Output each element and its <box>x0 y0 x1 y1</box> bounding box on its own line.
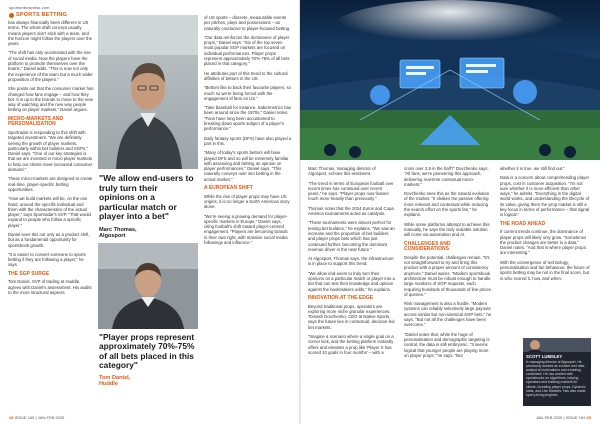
author-bio-box <box>523 338 591 406</box>
paragraph: "Many of today's sports bettors will have played DFS and so will be extremely familiar with assessing and betting an opinion on player performances," Daniel says. "This naturally conveys over into betting in the actual market." <box>204 150 289 182</box>
paragraph: She points out that the consumer market has changed how fans engage – and how they bet. It is up to the brands to move to the new way of watching and the new way people betting on player markets," Daniel argues. <box>8 86 94 113</box>
left-column-3 <box>204 15 292 249</box>
paragraph: "Our data reinforces the dominance of player props," Daniel says. "Six of the top seven most popular SGP markets are focused on individual performances. Player props represent approximately 70%-75% of all bets placed in that category." <box>204 34 290 67</box>
subheading: THE ROAD AHEAD <box>500 220 546 227</box>
paragraph: "The trend in terms of European football over recent times has continued over recent years," he says. "Player props now feature much more heavily than previously." <box>308 180 394 202</box>
author-name: SCOTT LUMSLEY <box>526 354 563 359</box>
right-footer <box>536 415 591 420</box>
paragraph: While some platforms attempt to achieve this manually, he says the truly scalable solution will come via automation and AI. <box>404 221 490 238</box>
right-column-3 <box>500 166 590 285</box>
paragraph: "The shift has only accelerated with the rise of social media. Now the players have the platform to promote themselves over the teams," Daniel adds. "This is now not only the experience of the team but a much wider proposition of the players." <box>8 50 93 82</box>
paragraph: Despite the potential, challenges remain. "It's not straightforward to try and bring this product with a proper amount of consistency anymore," Daniel warns. "Modern sportsbook architecture must be robust enough to handle large numbers of SGP requests, each requiring hundreds of thousands of line prices of queries." <box>404 254 491 297</box>
right-column-2 <box>404 166 492 362</box>
pull-quote-1 <box>99 174 195 239</box>
subheading: A EUROPEAN SHIFT <box>204 185 253 192</box>
paragraph: Marc Thomas, managing director of Algosport, echoes this sentiment. <box>308 166 376 177</box>
page-number: 28 <box>9 415 14 420</box>
paragraph: At Algosport, Thomas says, the infrastructure is in place to support this trend. <box>308 256 394 267</box>
paragraph: Dovzhenko sees this as the natural evolution of the market. "It shakes the passive offering more relevant and contextual while reducing the search effort on the sports fan," he explains. <box>404 191 490 218</box>
subheading: THE SGP SURGE <box>8 270 50 277</box>
paragraph: "Take baseball for instance. Sabermetrics has been around since the 1970s," Daniel notes. "Fans have long been accustomed to breaking down sports subject of a player's performance." <box>204 105 292 132</box>
left-footer <box>9 415 64 420</box>
paragraph: If current trends continue, the dominance of player props will likely only grow. "Sometimes the product changes are better in a data," Daniel notes. "And that is where player props are interesting." <box>500 229 587 256</box>
paragraph: Risk management is also a hurdle. "Modern systems can reliably selectively large payouts across similar but non-identical SGP bets," he says. "But not all the challenges have been overcome." <box>404 301 492 328</box>
paragraph: cross over 2.5 in the half?" Dovzhenko says. "All fans, we're pioneering this approach, delivering real-time contextual micro-markets." <box>404 166 489 187</box>
paragraph: "Bettors like to back their favourite players, so much so we're being forced with the engagement of fans on US." <box>204 85 292 101</box>
pull-quote-text: "We allow end-users to truly turn their opinions on a particular match or player into a bet" <box>99 173 194 222</box>
left-column-1 <box>8 20 94 299</box>
paragraph: "We're seeing a growing demand for player-specific markets in Europe," Daniel says, citing football's shift toward player-centred engagement. "Players are becoming brands in their own right, with massive social media followings and influence." <box>204 213 288 245</box>
paragraph: While the rise of player props may have US origins, it is no longer a North American story alone. <box>204 193 290 210</box>
paragraph: "It is easier to convert someone to sports betting if they are following a player," he says. <box>8 251 86 268</box>
subheading: MICRO-MARKETS AND PERSONALISATION <box>8 115 64 128</box>
subheading: CHALLENGES AND CONSIDERATIONS <box>404 240 451 253</box>
paragraph: "These tournaments were almost perfect for testing bet builders," he explains. "We saw an increase and the proportion of bet builders and player props bets which has just continued further, becoming the dominant revenue driver in the near future." <box>308 220 395 252</box>
paragraph: Daniel sees this not only as a product shift, but as a fundamental opportunity for sportsbook growth. <box>8 231 90 248</box>
section-dot-icon <box>9 13 14 18</box>
subheading: INNOVATION AT THE EDGE <box>308 294 374 301</box>
pull-quote-name: Marc Thomas, <box>99 226 137 233</box>
paragraph: Sportradar is responding to this shift with targeted investment. "We are definitely seeing the growth of player markets, particularly within bet builders and SGPs," Daniel says. "One of our key strategies is that we are invested in micro player markets to help our clients meet increased consumer demand." <box>8 129 93 173</box>
stadium-photo <box>300 0 600 160</box>
pull-quote-2 <box>99 333 195 387</box>
right-column-1 <box>308 166 396 359</box>
page-number: 29 <box>586 415 591 420</box>
author-photo <box>523 338 591 352</box>
issue-label: ISSUE 169 | JAN-FEB 2025 <box>14 415 65 420</box>
author-bio-text: Is managing director of Algosport. He previously worked as a trader and data analyst at bookmakers and a trading consultant. He has worked with sportsbooks on algorithms, helping operators and building markets for clients, including player props, Dynamic odds, and Live Markets. Has also made sport pricing engines. <box>526 360 586 397</box>
pull-quote-name: Tom Daniel, <box>99 374 131 381</box>
photo-tom-daniel <box>98 243 198 329</box>
paragraph: "Imagine a scenario where a single goal on a corner kick, and the betting platform instantly offers and elevates a prop like 'Player X has scored 10 goals in four months' – with a <box>308 334 394 355</box>
paragraph: Beyond traditional props, operators are exploring more niche granular experiences. Tomash Dovzhenko, CEO at Native Sports, says the future lies in contextual, decision-led bet markets. <box>308 303 395 330</box>
paragraph: He attributes part of this trend to the cultural affinities of bettors in the US. <box>204 70 288 81</box>
paragraph: "How we build markets will be, on the one hand, around the specific individual and them with the characteristics of the actual player," says Sportradar's SVP. "That would expand to people who follow a specific player." <box>8 196 91 228</box>
paragraph: "We allow end-users to truly turn their opinions on a particular match or player into a bet that can test their knowledge and opinion against the bookmakers odds," he explains. <box>308 270 395 292</box>
paragraph: Data is a concern about comprehending player props, cost in customer acquisition. "I'm not sure whether it is more efficient than other ways," he admits. "Everything in the digital world works, and understanding the lifecycle of its value, giving them the prop market is still a key focus in terms of performance – that signal is logical." <box>500 175 590 218</box>
paragraph: Thomas notes that the 2024 Euros and Copa América tournaments acted as catalysts. <box>308 205 394 217</box>
paragraph: Tom Daniel, SVP of trading at Huddle, agrees with Daniel's assessment. His audits to the more structural aspects <box>8 279 92 295</box>
pull-quote-org: Huddle <box>99 380 118 387</box>
photo-marc-thomas <box>98 15 198 169</box>
section-header <box>9 12 67 18</box>
issue-label: JAN-FEB 2025 | ISSUE 169 <box>535 415 586 420</box>
paragraph: of US sports – discrete, measurable events per pitches, plays and possessions – as naturally conducive to player-focused betting. <box>204 15 291 31</box>
paragraph: Daily fantasy sports (DFS) have also played a part in this. <box>204 135 292 146</box>
paragraph: These micro-markets are designed to create real-time, player-specific betting opportunities. <box>8 176 93 192</box>
pull-quote-org: Algosport <box>99 232 126 239</box>
paragraph: has always financially been different in US terms. The whole draft concept usually means players don't stick with a team, and the horizon might follow the players over the years. <box>8 20 93 47</box>
site-url: sportsinbusiness.com <box>9 5 50 10</box>
section-label: SPORTS BETTING <box>16 12 68 18</box>
paragraph: "Daniel notes that, while the huge of personalisation and demographic targeting is central, the data is still embryonic. "It seems logical that younger people are playing more on player props," he says. "But <box>404 331 490 358</box>
pull-quote-text: "Player props represent approximately 70%-75% of all bets placed in this category" <box>99 332 195 371</box>
paragraph: whether it is true, we still find out." <box>500 166 565 171</box>
paragraph: With the convergence of technology, personalisation and fan behaviour, the future of sports betting may be not in the final score, but in who scored it, how, and when. <box>500 259 590 281</box>
